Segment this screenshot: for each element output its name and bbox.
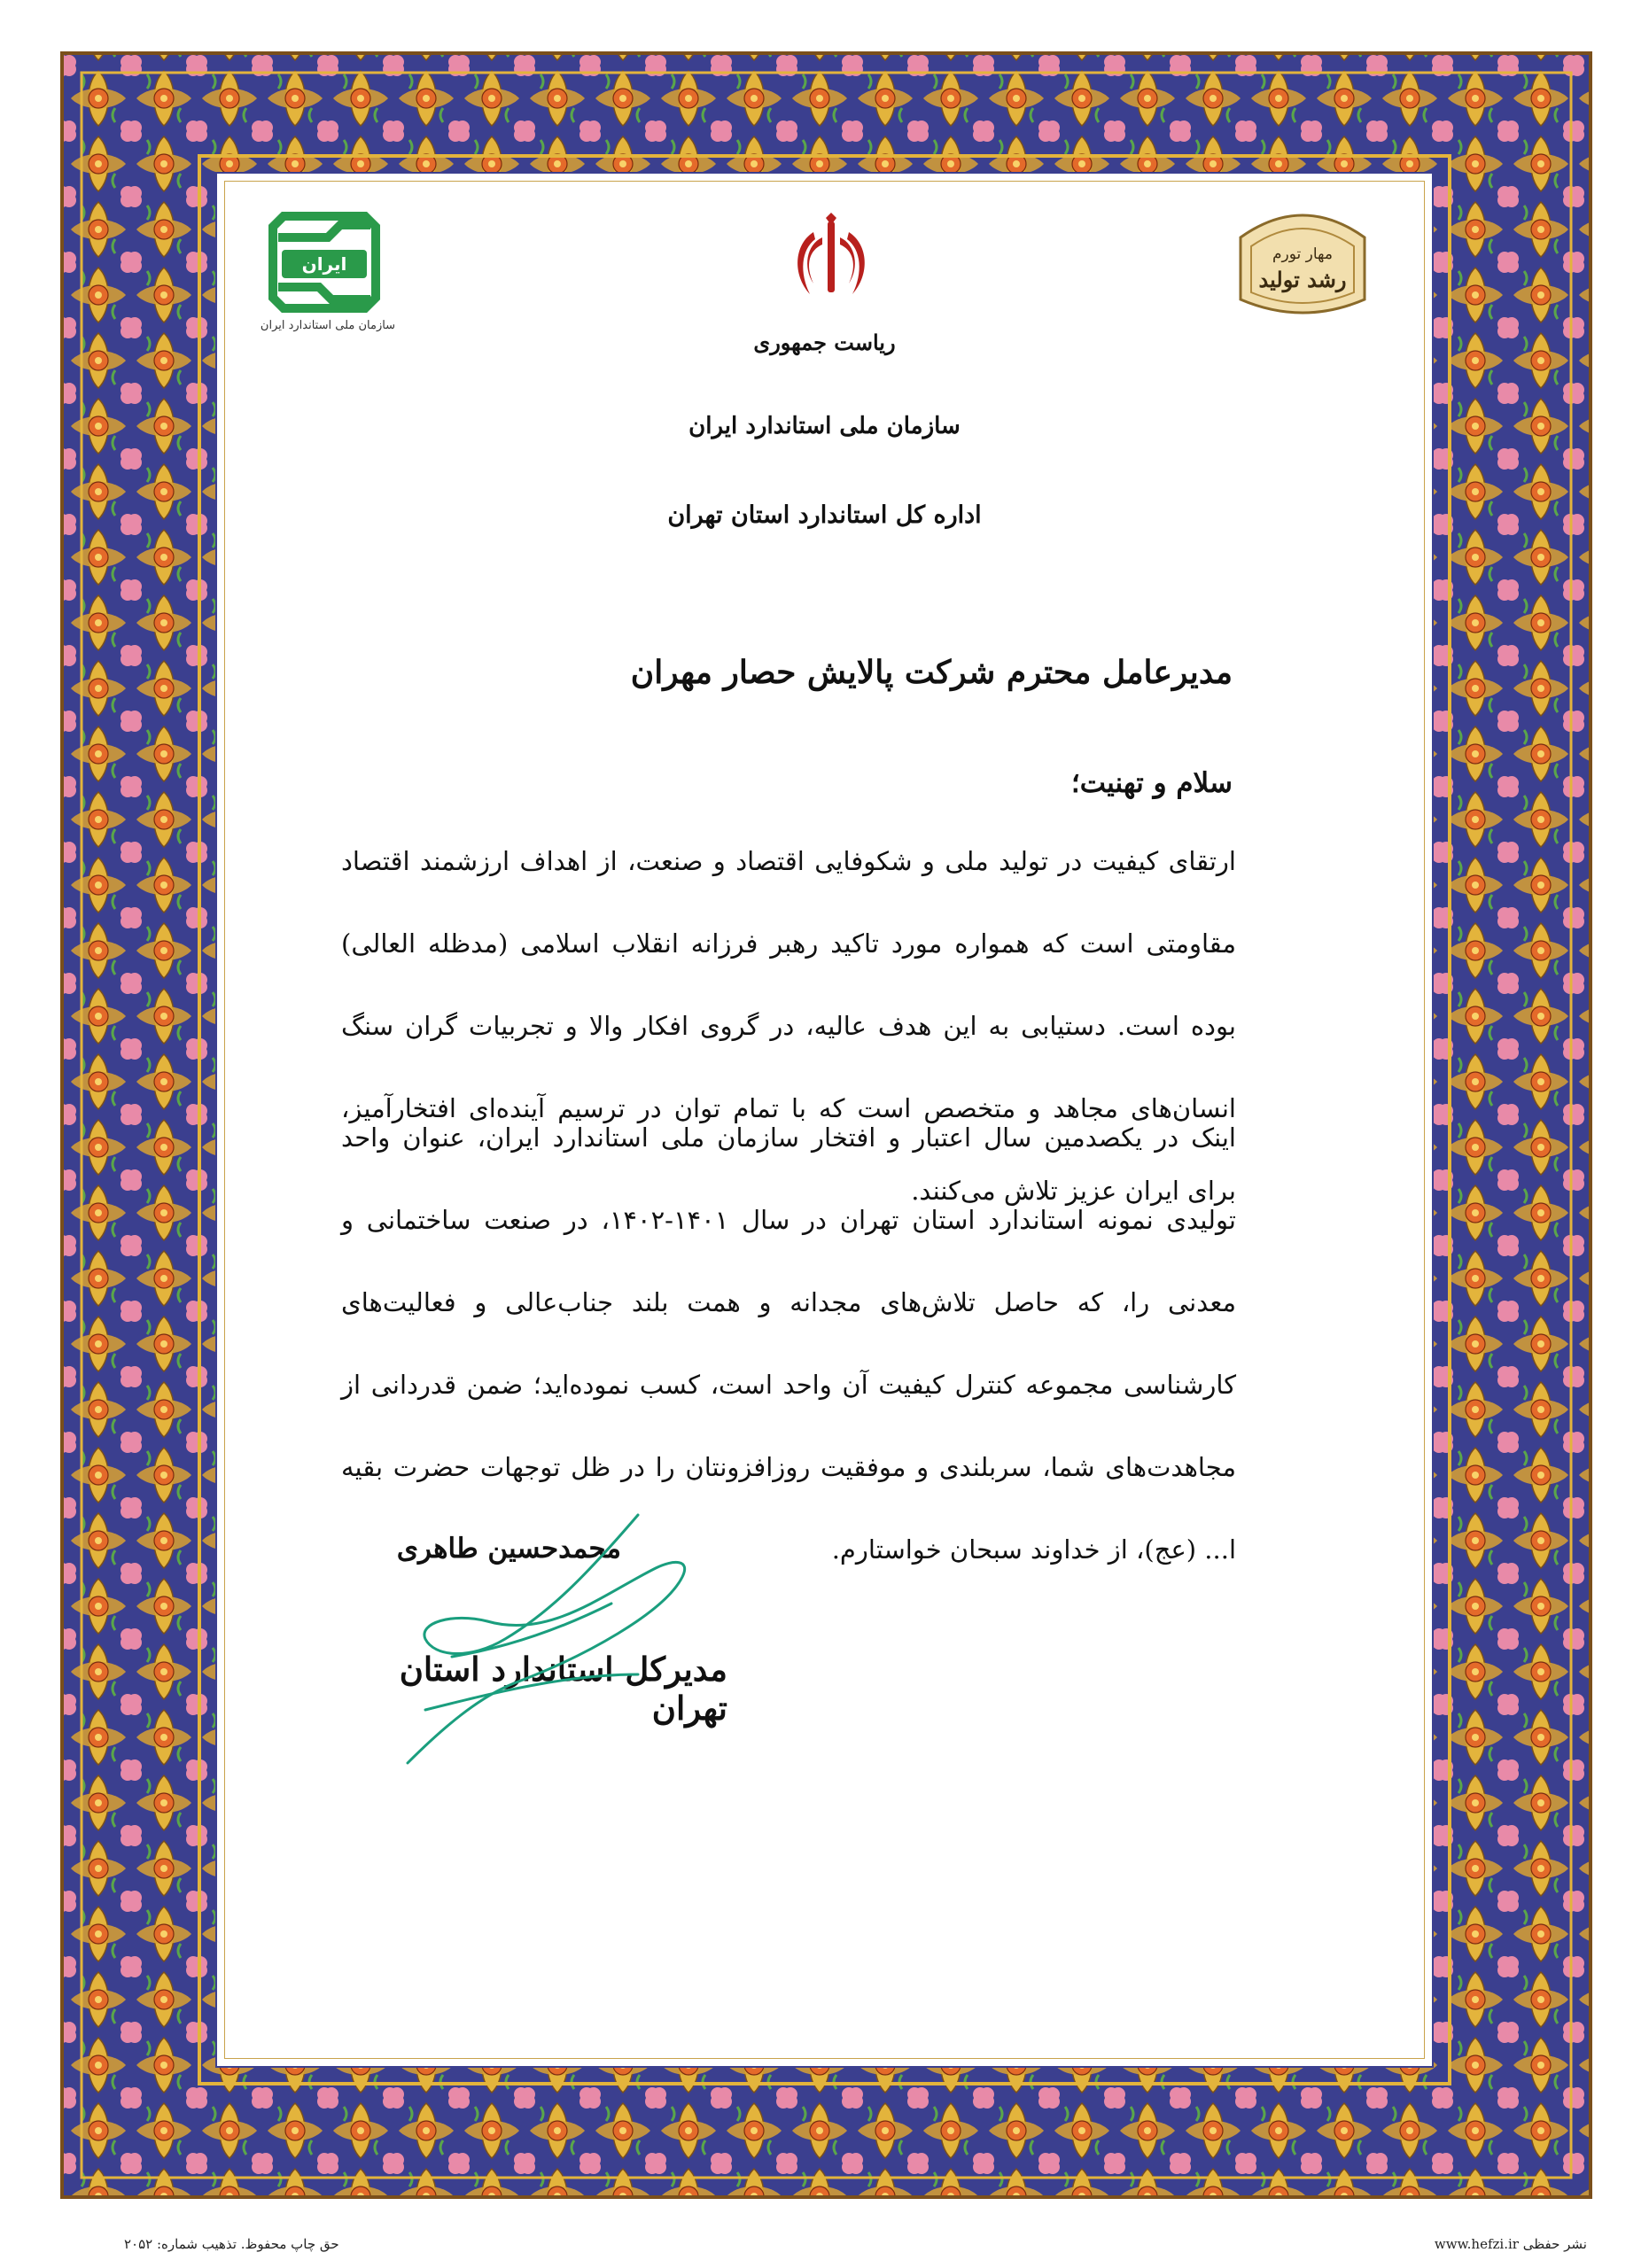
iran-emblem-icon: [787, 213, 875, 306]
logo-right-top-text: مهار تورم: [1272, 245, 1333, 263]
letter-paragraph-1: ارتقای کیفیت در تولید ملی و شکوفایی اقتصاد و صنعت، از اهداف ارزشمند اقتصاد مقاومتی است که همواره مورد تاکید رهبر فرزانه انقلاب اسلامی (مدظله العالی) بوده است. دستیابی به این هدف عالیه، در گروی افکار والا و تجربیات گران سنگ انسان‌های مجاهد و متخصص است که با تمام توان در ترسیم آینده‌ای افتخارآمیز، برای ایران عزیز تلاش می‌کنند.: [341, 846, 1236, 1206]
letter-addressee: مدیرعامل محترم شرکت پالایش حصار مهران: [630, 654, 1233, 691]
signatory-name: محمدحسین طاهری: [396, 1533, 621, 1565]
logo-left-caption: سازمان ملی استاندارد ایران: [260, 319, 396, 332]
header-presidency: ریاست جمهوری: [753, 330, 896, 355]
iran-standard-logo: [266, 211, 381, 314]
letter-paragraph-2: اینک در یکصدمین سال اعتبار و افتخار سازمان ملی استاندارد ایران، عنوان واحد تولیدی نمونه استاندارد استان تهران در سال ۱۴۰۱-۱۴۰۲، در صنعت ساختمانی و معدنی را، که حاصل تلاش‌های مجدانه و همت بلند جناب‌عالی و فعالیت‌های کارشناسی مجموعه کنترل کیفیت آن واحد است، کسب نموده‌اید؛ ضمن قدردانی از مجاهدت‌های شما، سربلندی و موفقیت روزافزونتان را در ظل توجهات حضرت بقیه ا... (عج)، از خداوند سبحان خواستارم.: [341, 1122, 1236, 1565]
slogan-badge-logo: [1232, 202, 1373, 317]
header-department: اداره کل استاندارد استان تهران: [667, 501, 982, 529]
logo-right-bottom-text: رشد تولید: [1258, 267, 1347, 292]
header-organization: سازمان ملی استاندارد ایران: [688, 413, 961, 439]
letter-greeting: سلام و تهنیت؛: [1070, 767, 1233, 799]
footer-copyright: حق چاپ محفوظ. تذهیب شماره: ۲۰۵۲: [124, 2236, 339, 2252]
signatory-title: مدیرکل استاندارد استان تهران: [399, 1650, 727, 1728]
logo-left-mark: ایران: [301, 253, 347, 275]
footer-publisher: www.hefzi.ir نشر حفظی: [1434, 2236, 1587, 2252]
handwritten-signature: [372, 1506, 709, 1772]
